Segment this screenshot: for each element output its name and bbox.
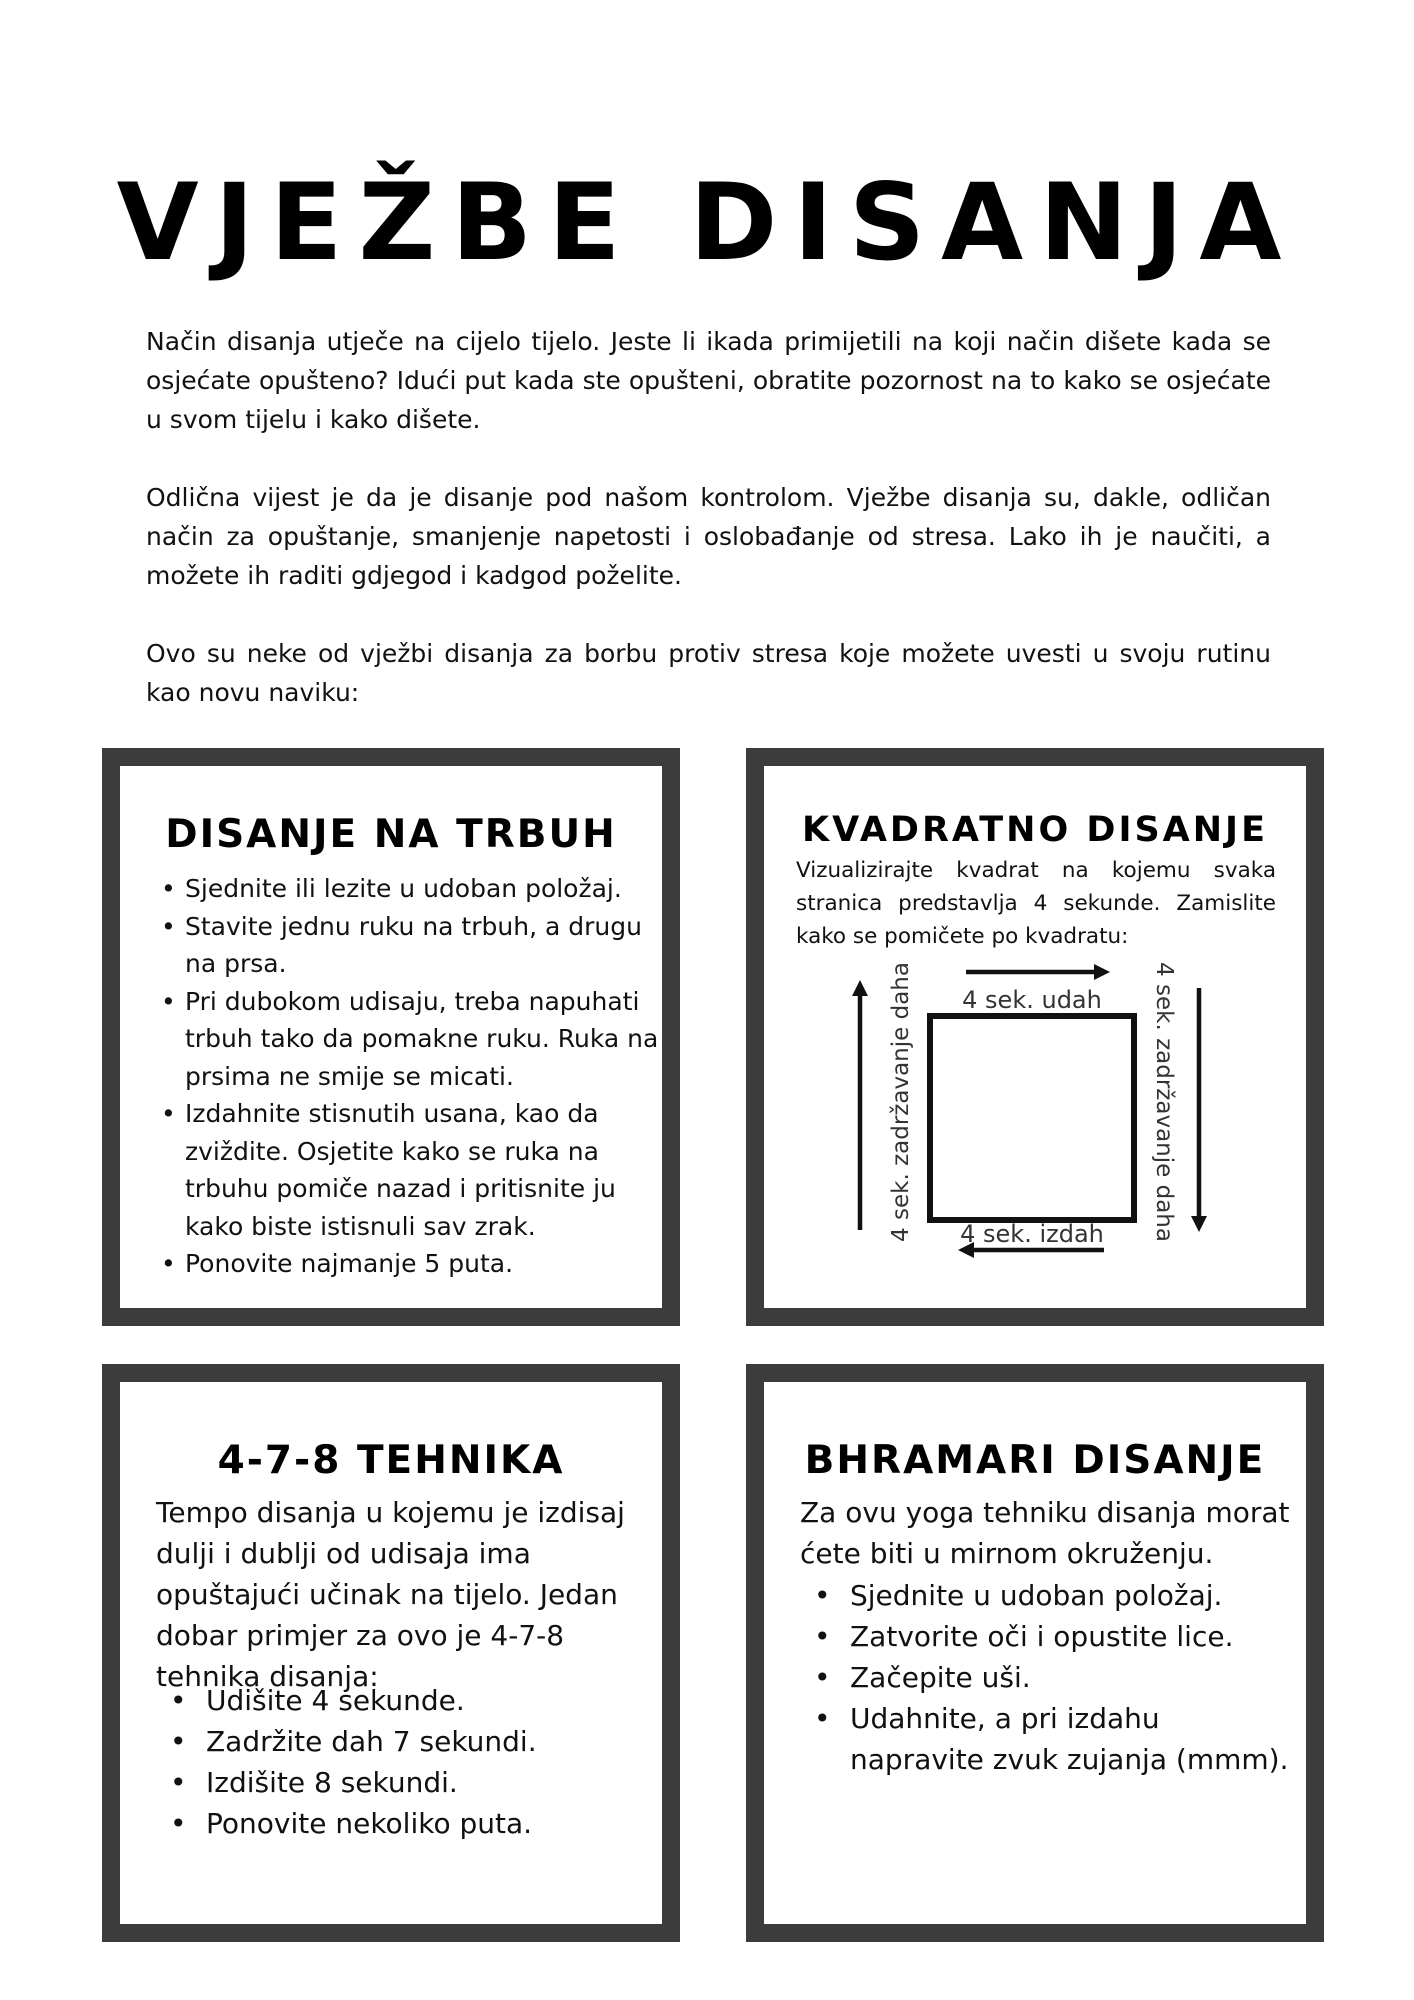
card-box-breathing (746, 748, 1324, 1326)
list-item: • Ponovite nekoliko puta. (206, 1803, 646, 1844)
instruction-list (850, 1575, 1300, 1780)
list-item: • Izdišite 8 sekundi. (206, 1762, 646, 1803)
intro-paragraph: Način disanja utječe na cijelo tijelo. Jeste li ikada primijetili na koji način dišete kada se osjećate opušteno? Idući put kada ste opušteni, obratite pozornost na to kako se osjećate u svom tijelu i kako dišete. (146, 327, 1271, 434)
list-item: • Udahnite, a pri izdahu napravite zvuk zujanja (mmm). (850, 1698, 1300, 1780)
card-bhramari-breathing (746, 1364, 1324, 1942)
list-item: • Udišite 4 sekunde. (206, 1680, 646, 1721)
label-right: 4 sek. zadržavanje daha (1151, 962, 1177, 1242)
card-description: Tempo disanja u kojemu je izdisaj dulji i dublji od udisaja ima opuštajući učinak na tijelo. Jedan dobar primjer za ovo je 4-7-8 tehnika disanja: (156, 1496, 625, 1693)
page-title: VJEŽBE DISANJA (116, 161, 1298, 284)
card-description: Za ovu yoga tehniku disanja morat ćete biti u mirnom okruženju. (800, 1496, 1290, 1570)
card-478-technique (102, 1364, 680, 1942)
label-top: 4 sek. udah (962, 986, 1102, 1014)
card-title: 4-7-8 TEHNIKA (217, 1438, 565, 1483)
intro-paragraph: Ovo su neke od vježbi disanja za borbu protiv stresa koje možete uvesti u svoju rutinu kao novu naviku: (146, 639, 1271, 707)
instruction-list (185, 870, 665, 1283)
card-title: DISANJE NA TRBUH (165, 812, 617, 857)
intro-text (146, 322, 1271, 751)
list-item: • Sjednite u udoban položaj. (850, 1575, 1300, 1616)
list-item: • Izdahnite stisnutih usana, kao da zviždite. Osjetite kako se ruka na trbuhu pomiče nazad i pritisnite ju kako biste istisnuli sav zrak. (185, 1095, 665, 1245)
card-belly-breathing (102, 748, 680, 1326)
arrow-top (966, 964, 1110, 980)
intro-paragraph: Odlična vijest je da je disanje pod našom kontrolom. Vježbe disanja su, dakle, odličan način za opuštanje, smanjenje napetosti i oslobađanje od stresa. Lako ih je naučiti, a možete ih raditi gdjegod i kadgod poželite. (146, 483, 1271, 590)
label-left: 4 sek. zadržavanje daha (888, 962, 914, 1242)
list-item: • Začepite uši. (850, 1657, 1300, 1698)
list-item: • Zatvorite oči i opustite lice. (850, 1616, 1300, 1657)
label-bottom: 4 sek. izdah (960, 1220, 1104, 1248)
list-item: • Stavite jednu ruku na trbuh, a drugu na prsa. (185, 908, 665, 983)
card-description: Vizualizirajte kvadrat na kojemu svaka stranica predstavlja 4 sekunde. Zamislite kako se pomičete po kvadratu: (796, 858, 1276, 949)
box-breathing-diagram (764, 766, 1306, 1308)
instruction-list (206, 1680, 646, 1844)
list-item: • Ponovite najmanje 5 puta. (185, 1245, 665, 1283)
arrow-left (852, 980, 868, 1230)
list-item: • Sjednite ili lezite u udoban položaj. (185, 870, 665, 908)
card-title: KVADRATNO DISANJE (802, 810, 1268, 850)
breathing-square (930, 1016, 1134, 1220)
list-item: • Pri dubokom udisaju, treba napuhati trbuh tako da pomakne ruku. Ruka na prsima ne smije se micati. (185, 983, 665, 1096)
card-title: BHRAMARI DISANJE (804, 1438, 1266, 1483)
list-item: • Zadržite dah 7 sekundi. (206, 1721, 646, 1762)
arrow-right (1191, 988, 1207, 1232)
